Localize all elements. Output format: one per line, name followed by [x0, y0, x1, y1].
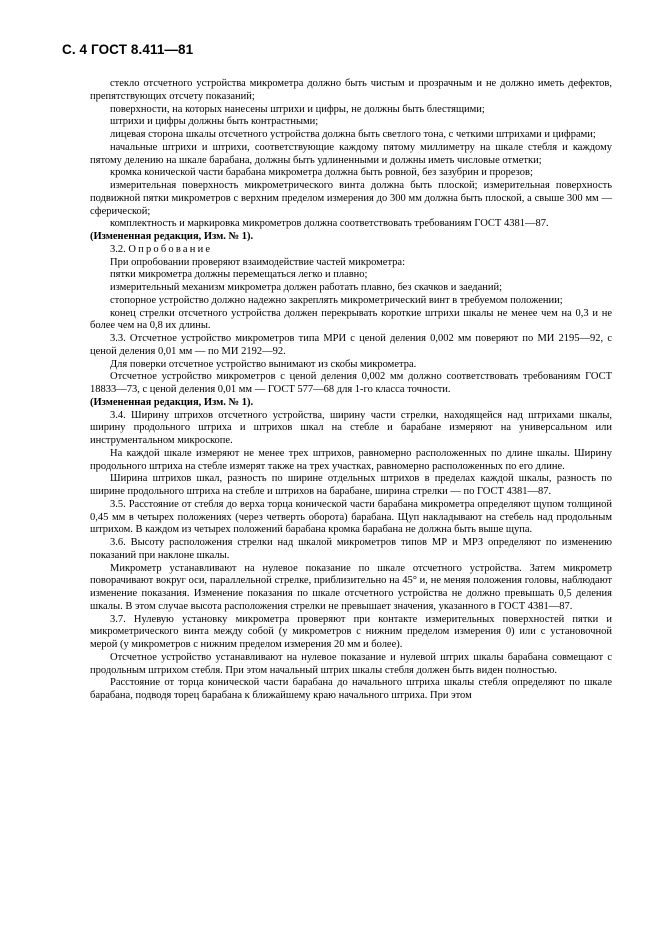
paragraph: кромка конической части барабана микрометра должна быть ровной, без зазубрин и прорезов; — [110, 167, 533, 179]
paragraph: штрихи и цифры должны быть контрастными; — [110, 116, 319, 128]
paragraph: При опробовании проверяют взаимодействие частей микрометра: — [110, 256, 405, 268]
paragraph: 3.3. Отсчетное устройство микрометров типа МРИ с ценой деления 0,002 мм поверяют по МИ 2195—92, с ценой деления 0,01 мм — по МИ 2192—92. — [90, 333, 612, 357]
paragraph: конец стрелки отсчетного устройства должен перекрывать короткие штрихи шкалы не менее чем на 0,3 и не более чем на 0,8 их длины. — [90, 307, 612, 332]
document-body — [90, 78, 612, 703]
section-heading — [90, 244, 612, 257]
paragraph: 3.7. Нулевую установку микрометра проверяют при контакте измерительных поверхностей пятки и микрометрического винта между собой (у микрометров с нижним пределом измерения 0) или с установочной мерой (у микрометров с нижним пределом измерения 20 мм и более). — [90, 613, 612, 650]
paragraph: измерительная поверхность микрометрического винта должна быть плоской; измерительная поверхность подвижной пятки микрометров с верхним пределом измерения до 300 мм должна быть плоской, а свыше 300 мм — сферической; — [90, 180, 612, 217]
paragraph: На каждой шкале измеряют не менее трех штрихов, равномерно расположенных по длине шкалы. Ширину продольного штриха на стебле измерят также на трех участках, равномерно расположенных по его длине. — [90, 447, 612, 472]
paragraph: 3.4. Ширину штрихов отсчетного устройства, ширину части стрелки, находящейся над штрихами шкалы, ширину продольного штриха и штрихов шкал на стебле и барабане измеряют на универсальном или инструментальном микроскопе. — [90, 409, 612, 446]
paragraph: пятки микрометра должны перемещаться легко и плавно; — [110, 269, 368, 281]
paragraph: поверхности, на которых нанесены штрихи и цифры, не должны быть блестящими; — [110, 103, 485, 115]
amendment-note: (Измененная редакция, Изм. № 1). — [90, 396, 254, 408]
paragraph: Ширина штрихов шкал, разность по ширине отдельных штрихов в пределах каждой шкалы, разность по ширине продольного штриха на стебле и штрихов на барабане, ширина стрелки — по ГОСТ 4381—87. — [90, 473, 612, 497]
paragraph: Расстояние от торца конической части барабана до начального штриха шкалы стебля определяют по шкале барабана, подводя торец барабана к ближайшему краю начального штриха. При этом — [90, 677, 612, 701]
amendment-note: (Измененная редакция, Изм. № 1). — [90, 231, 254, 242]
paragraph: Отсчетное устройство микрометров с ценой деления 0,002 мм должно соответствовать требованиям ГОСТ 18833—73, с ценой деления 0,01 мм — ГОСТ 577—68 для 1-го класса точности. — [90, 371, 612, 395]
page-header: С. 4 ГОСТ 8.411—81 — [62, 42, 194, 57]
section-number: 3.2. — [110, 243, 129, 255]
paragraph: Микрометр устанавливают на нулевое показание по шкале отсчетного устройства. Затем микрометр поворачивают вокруг оси, параллельной стрелке, приблизительно на 45° и, не меняя положения головы, наблюдают изменение показания. Изменение показания по шкале отсчетного устройства не должно превышать 0,5 деления шкалы. В этом случае высота расположения стрелки не превышает значения, указанного в ГОСТ 4381—87. — [90, 562, 612, 612]
paragraph: 3.5. Расстояние от стебля до верха торца конической части барабана микрометра определяют щупом толщиной 0,45 мм в четырех положениях (через четверть оборота) барабана. Щуп накладывают на стебель над продольным штрихом. В каждом из четырех положений барабана кромка барабана не должна быть выше щупа. — [90, 498, 612, 536]
paragraph: комплектность и маркировка микрометров должна соответствовать требованиям ГОСТ 4381—87. — [110, 218, 549, 230]
paragraph: Отсчетное устройство устанавливают на нулевое показание и нулевой штрих шкалы барабана совмещают с продольным штрихом стебля. При этом начальный штрих шкалы стебля должен быть виден полностью. — [90, 651, 612, 676]
paragraph: стопорное устройство должно надежно закреплять микрометрический винт в требуемом положении; — [110, 294, 563, 306]
paragraph: лицевая сторона шкалы отсчетного устройства должна быть светлого тона, с четкими штрихами и цифрами; — [110, 129, 596, 140]
paragraph: начальные штрихи и штрихи, соответствующие каждому пятому миллиметру на шкале стебля и каждому пятому делению на шкале барабана, должны быть удлиненными и должны иметь числовые отметки; — [90, 141, 612, 166]
paragraph: 3.6. Высоту расположения стрелки над шкалой микрометров типов МР и МРЗ определяют по изменению показаний при наклоне шкалы. — [90, 537, 612, 561]
section-title: Опробование — [128, 243, 213, 255]
paragraph: измерительный механизм микрометра должен работать плавно, без скачков и заеданий; — [110, 282, 503, 293]
paragraph: Для поверки отсчетное устройство вынимают из скобы микрометра. — [110, 358, 417, 370]
paragraph: стекло отсчетного устройства микрометра должно быть чистым и прозрачным и не должно иметь дефектов, препятствующих отсчету показаний; — [90, 78, 612, 102]
